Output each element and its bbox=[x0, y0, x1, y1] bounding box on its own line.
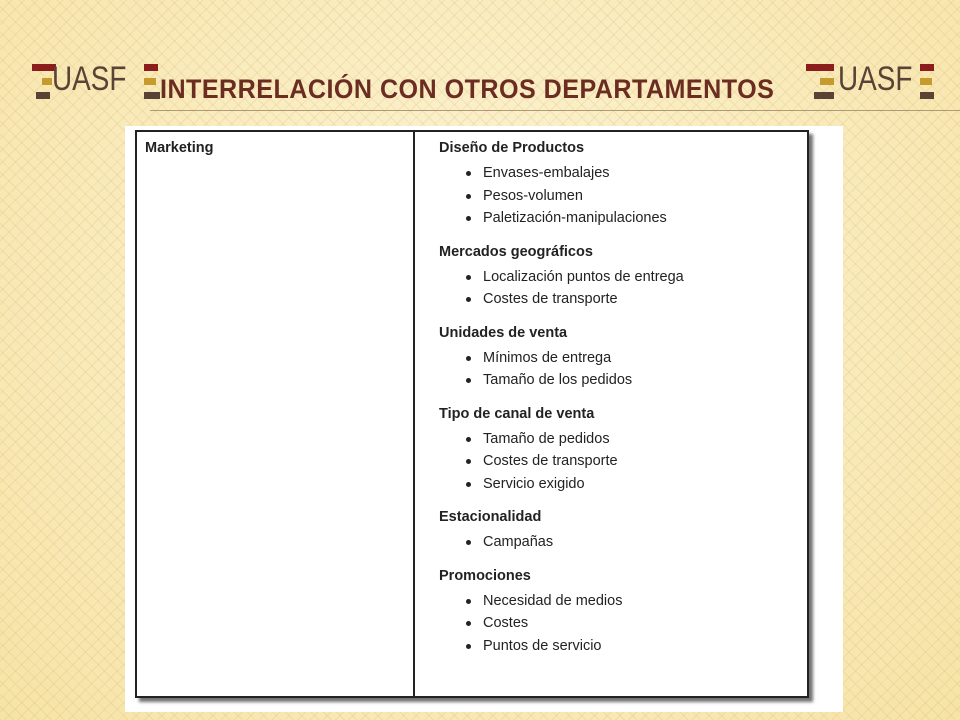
bullet-icon bbox=[466, 171, 471, 176]
logo-bar-right-bottom bbox=[920, 92, 934, 99]
list-item: Pesos-volumen bbox=[439, 187, 799, 210]
logo-bar-mid bbox=[820, 78, 834, 85]
logo-bar-right-bottom bbox=[144, 92, 160, 99]
slide-title: INTERRELACIÓN CON OTROS DEPARTAMENTOS bbox=[160, 74, 775, 104]
bullet-icon bbox=[466, 297, 471, 302]
group-title: Mercados geográficos bbox=[439, 243, 593, 260]
logo-text: UASF bbox=[52, 60, 127, 98]
bullet-icon bbox=[466, 378, 471, 383]
group-title: Unidades de venta bbox=[439, 324, 568, 341]
bullet-icon bbox=[466, 356, 471, 361]
list-item: Localización puntos de entrega bbox=[439, 268, 799, 291]
aspects-cell bbox=[439, 140, 799, 671]
logo-bar-bottom bbox=[814, 92, 834, 99]
group-title: Promociones bbox=[439, 567, 531, 584]
bullet-icon bbox=[466, 621, 471, 626]
logo-bar-right-mid bbox=[144, 78, 156, 85]
logo-bar-right-top bbox=[920, 64, 934, 71]
group-unidades-venta bbox=[439, 325, 799, 394]
list-item: Servicio exigido bbox=[439, 475, 799, 498]
logo-bar-bottom bbox=[36, 92, 50, 99]
list-item: Costes bbox=[439, 614, 799, 637]
uasf-logo-right bbox=[806, 58, 916, 108]
group-tipo-canal-venta bbox=[439, 406, 799, 498]
group-estacionalidad bbox=[439, 509, 799, 556]
bullet-icon bbox=[466, 599, 471, 604]
logo-bar-right-mid bbox=[920, 78, 932, 85]
logo-bar-top bbox=[806, 64, 834, 71]
list-item: Envases-embalajes bbox=[439, 164, 799, 187]
bullet-icon bbox=[466, 482, 471, 487]
group-title: Tipo de canal de venta bbox=[439, 405, 595, 422]
title-underline bbox=[150, 110, 960, 111]
group-title: Estacionalidad bbox=[439, 509, 542, 525]
uasf-logo-left bbox=[32, 58, 142, 108]
list-item: Mínimos de entrega bbox=[439, 349, 799, 372]
list-item: Puntos de servicio bbox=[439, 637, 799, 660]
bullet-icon bbox=[466, 275, 471, 280]
group-mercados-geograficos bbox=[439, 244, 799, 313]
group-title: Diseño de Productos bbox=[439, 140, 585, 156]
logo-bar-right-top bbox=[144, 64, 158, 71]
list-item: Campañas bbox=[439, 533, 799, 556]
list-item: Costes de transporte bbox=[439, 452, 799, 475]
list-item: Tamaño de los pedidos bbox=[439, 371, 799, 394]
group-promociones bbox=[439, 568, 799, 660]
column-divider bbox=[413, 132, 415, 696]
list-item: Necesidad de medios bbox=[439, 592, 799, 615]
bullet-icon bbox=[466, 194, 471, 199]
list-item: Tamaño de pedidos bbox=[439, 430, 799, 453]
bullet-icon bbox=[466, 459, 471, 464]
logo-bar-mid bbox=[42, 78, 52, 85]
logo-text: UASF bbox=[838, 60, 913, 98]
list-item: Costes de transporte bbox=[439, 290, 799, 313]
department-cell: Marketing bbox=[145, 140, 214, 156]
content-image bbox=[125, 126, 843, 712]
group-diseno-productos bbox=[439, 140, 799, 232]
bullet-icon bbox=[466, 216, 471, 221]
bullet-icon bbox=[466, 644, 471, 649]
list-item: Paletización-manipulaciones bbox=[439, 209, 799, 232]
bullet-icon bbox=[466, 437, 471, 442]
bullet-icon bbox=[466, 540, 471, 545]
interrelation-table bbox=[135, 130, 809, 698]
